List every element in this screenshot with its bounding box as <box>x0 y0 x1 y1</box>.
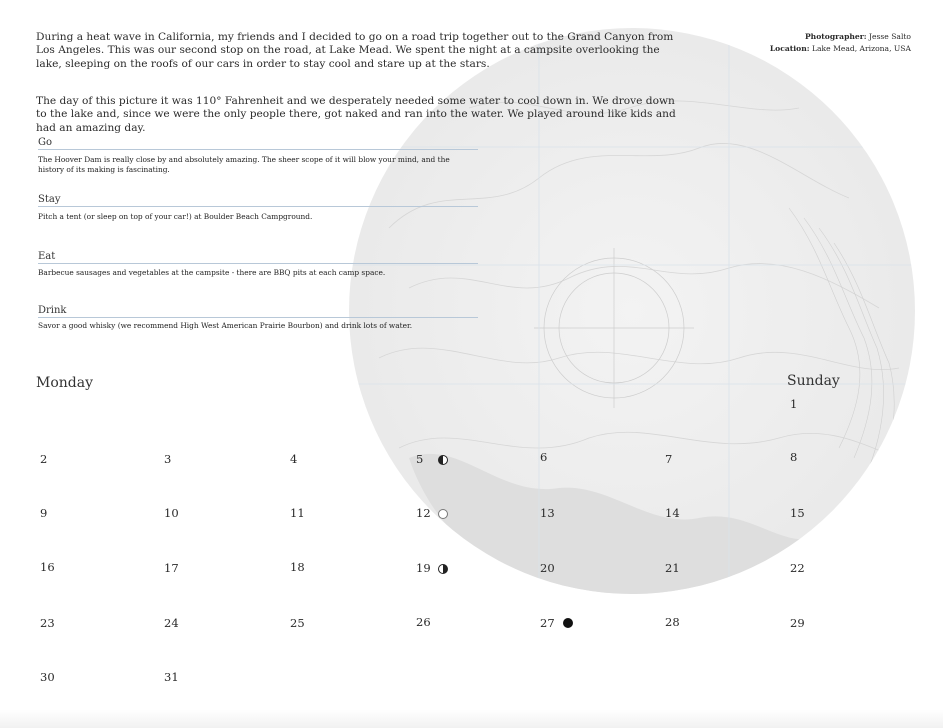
new-moon-icon <box>563 618 573 628</box>
intro-paragraph-2: The day of this picture it was 110° Fahrenheit and we desperately needed some water to cool down in. We drove down to the lake and, since we were the only people there, got naked and ran into the water. We played around like kids and had an amazing day. <box>36 95 676 134</box>
photographer-name: Jesse Salto <box>868 32 911 41</box>
drink-text: Savor a good whisky (we recommend High West American Prairie Bourbon) and drink lots of water. <box>38 321 413 330</box>
calendar-day: 22 <box>790 561 805 575</box>
calendar-day: 30 <box>40 670 55 684</box>
eat-heading: Eat <box>38 251 478 264</box>
calendar-day: 31 <box>164 670 179 684</box>
calendar-day: 8 <box>790 450 798 464</box>
calendar-day: 11 <box>290 506 305 520</box>
calendar-day: 10 <box>164 506 179 520</box>
calendar-day: 3 <box>164 452 172 466</box>
last-quarter-moon-icon <box>438 564 448 574</box>
calendar-header-monday: Monday <box>36 375 93 391</box>
calendar-day: 27 <box>540 616 555 630</box>
calendar-day: 2 <box>40 452 48 466</box>
calendar-day: 19 <box>416 561 431 575</box>
first-quarter-moon-icon <box>438 455 448 465</box>
photographer-label: Photographer: <box>804 32 867 41</box>
calendar-day: 15 <box>790 506 805 520</box>
full-moon-icon <box>438 509 448 519</box>
calendar-day: 26 <box>416 615 431 629</box>
calendar-day: 28 <box>665 615 680 629</box>
location-label: Location: <box>769 44 810 53</box>
calendar-day: 24 <box>164 616 179 630</box>
photographer-line <box>770 31 911 43</box>
calendar-day: 1 <box>790 397 798 411</box>
page-bottom-edge <box>0 710 943 728</box>
calendar-day: 9 <box>40 506 48 520</box>
calendar-day: 7 <box>665 452 673 466</box>
calendar-day: 14 <box>665 506 680 520</box>
eat-text: Barbecue sausages and vegetables at the campsite - there are BBQ pits at each camp space. <box>38 268 386 277</box>
calendar-day: 20 <box>540 561 555 575</box>
go-text: The Hoover Dam is really close by and absolutely amazing. The sheer scope of it will blow your mind, and the history of its making is fascinating. <box>38 155 450 175</box>
drink-heading: Drink <box>38 305 478 318</box>
calendar-header-sunday: Sunday <box>787 373 840 389</box>
calendar-day: 23 <box>40 616 55 630</box>
calendar-day: 13 <box>540 506 555 520</box>
calendar-day: 18 <box>290 560 305 574</box>
calendar-day: 21 <box>665 561 680 575</box>
location-line <box>770 43 911 55</box>
photo-credits <box>770 31 911 55</box>
calendar-day: 25 <box>290 616 305 630</box>
calendar-day: 17 <box>164 561 179 575</box>
calendar-day: 5 <box>416 452 424 466</box>
stay-text: Pitch a tent (or sleep on top of your car!) at Boulder Beach Campground. <box>38 212 313 221</box>
calendar-day: 12 <box>416 506 431 520</box>
go-heading: Go <box>38 137 478 150</box>
location-name: Lake Mead, Arizona, USA <box>811 44 911 53</box>
intro-paragraph-1: During a heat wave in California, my friends and I decided to go on a road trip together out to the Grand Canyon from Los Angeles. This was our second stop on the road, at Lake Mead. We spent the night at a campsite overlooking the lake, sleeping on the roofs of our cars in order to stay cool and stare up at the stars. <box>36 31 674 70</box>
calendar-day: 16 <box>40 560 55 574</box>
stay-heading: Stay <box>38 194 478 207</box>
calendar-day: 6 <box>540 450 548 464</box>
calendar-day: 4 <box>290 452 298 466</box>
calendar-day: 29 <box>790 616 805 630</box>
